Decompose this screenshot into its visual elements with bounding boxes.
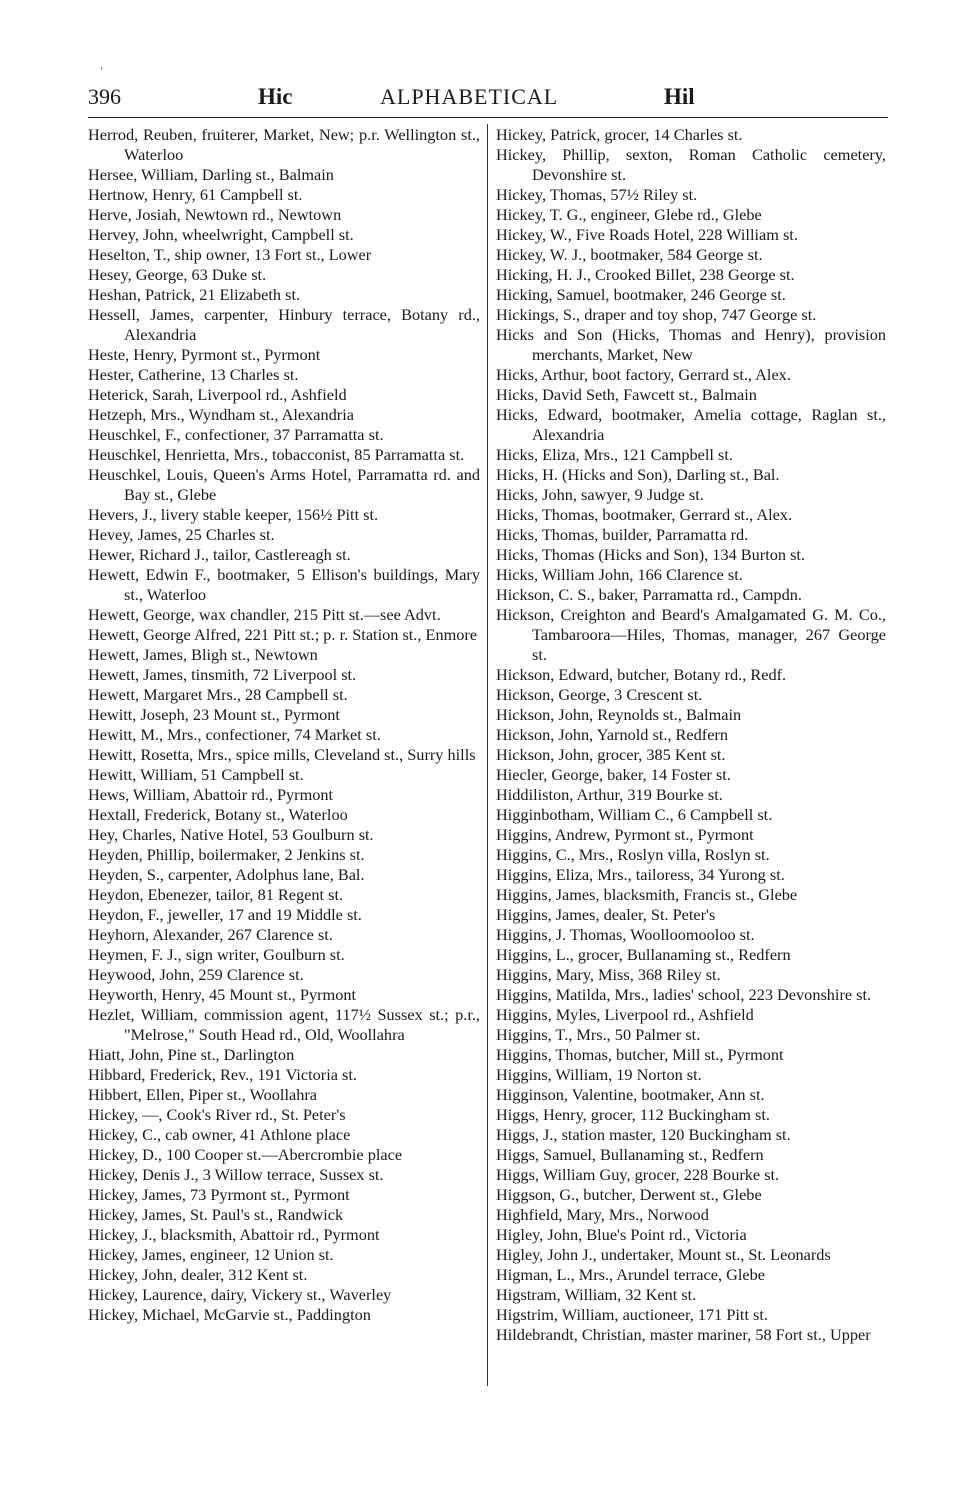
column-divider: [487, 124, 488, 1386]
directory-entry: Highfield, Mary, Mrs., Norwood: [496, 1205, 709, 1224]
directory-entry: Hester, Catherine, 13 Charles st.: [88, 365, 299, 384]
directory-entry: Hickson, Creighton and Beard's Amalgamated G. M. Co., Tambaroora—Hiles, Thomas, manager, 267 George st.: [496, 605, 886, 664]
directory-entry: Heyworth, Henry, 45 Mount st., Pyrmont: [88, 985, 357, 1004]
directory-entry: Hevers, J., livery stable keeper, 156½ Pitt st.: [88, 505, 379, 524]
directory-entry: Hickey, Denis J., 3 Willow terrace, Sussex st.: [88, 1165, 384, 1184]
directory-entry: Hickey, John, dealer, 312 Kent st.: [88, 1265, 308, 1284]
directory-entry: Higgins, L., grocer, Bullanaming st., Redfern: [496, 945, 791, 964]
directory-entry: Hickey, Phillip, sexton, Roman Catholic cemetery, Devonshire st.: [496, 145, 886, 184]
directory-entry: Higgins, William, 19 Norton st.: [496, 1065, 702, 1084]
directory-entry: Hewitt, M., Mrs., confectioner, 74 Market st.: [88, 725, 381, 744]
directory-entry: Heyden, S., carpenter, Adolphus lane, Bal.: [88, 865, 365, 884]
directory-entry: Herve, Josiah, Newtown rd., Newtown: [88, 205, 342, 224]
directory-entry: Higgs, J., station master, 120 Buckingham st.: [496, 1125, 791, 1144]
directory-entry: Heterick, Sarah, Liverpool rd., Ashfield: [88, 385, 347, 404]
directory-entry: Higgins, James, dealer, St. Peter's: [496, 905, 716, 924]
directory-entry: Higgins, Matilda, Mrs., ladies' school, 223 Devonshire st.: [496, 985, 872, 1004]
directory-entry: Heydon, Ebenezer, tailor, 81 Regent st.: [88, 885, 344, 904]
left-column: [88, 125, 480, 1325]
directory-entry: Hiecler, George, baker, 14 Foster st.: [496, 765, 731, 784]
directory-entry: Hicks, Eliza, Mrs., 121 Campbell st.: [496, 445, 733, 464]
directory-entry: Hetzeph, Mrs., Wyndham st., Alexandria: [88, 405, 354, 424]
directory-entry: Hewer, Richard J., tailor, Castlereagh st.: [88, 545, 351, 564]
directory-entry: Higgson, G., butcher, Derwent st., Glebe: [496, 1185, 762, 1204]
page-header: [88, 84, 888, 114]
directory-entry: Heshan, Patrick, 21 Elizabeth st.: [88, 285, 301, 304]
directory-entry: Hickey, J., blacksmith, Abattoir rd., Pyrmont: [88, 1225, 380, 1244]
directory-entry: Higgs, Henry, grocer, 112 Buckingham st.: [496, 1105, 770, 1124]
directory-entry: Hickey, C., cab owner, 41 Athlone place: [88, 1125, 351, 1144]
right-column: [496, 125, 886, 1345]
directory-entry: Higley, John, Blue's Point rd., Victoria: [496, 1225, 747, 1244]
directory-entry: Hickey, W., Five Roads Hotel, 228 William st.: [496, 225, 798, 244]
directory-entry: Hickson, John, Reynolds st., Balmain: [496, 705, 742, 724]
directory-entry: Heywood, John, 259 Clarence st.: [88, 965, 304, 984]
directory-entry: Hezlet, William, commission agent, 117½ Sussex st.; p.r., "Melrose," South Head rd., Old, Woollahra: [88, 1005, 480, 1044]
directory-entry: Hesey, George, 63 Duke st.: [88, 265, 267, 284]
directory-entry: Hicks and Son (Hicks, Thomas and Henry), provision merchants, Market, New: [496, 325, 886, 364]
directory-entry: Hicks, John, sawyer, 9 Judge st.: [496, 485, 704, 504]
directory-entry: Hicks, David Seth, Fawcett st., Balmain: [496, 385, 757, 404]
directory-entry: Higman, L., Mrs., Arundel terrace, Glebe: [496, 1265, 766, 1284]
directory-entry: Hickson, John, grocer, 385 Kent st.: [496, 745, 726, 764]
directory-entry: Hewett, James, tinsmith, 72 Liverpool st.: [88, 665, 357, 684]
directory-entry: Hickey, T. G., engineer, Glebe rd., Glebe: [496, 205, 762, 224]
directory-entry: Hewitt, Joseph, 23 Mount st., Pyrmont: [88, 705, 340, 724]
directory-entry: Hickey, W. J., bootmaker, 584 George st.: [496, 245, 763, 264]
directory-entry: Hickson, C. S., baker, Parramatta rd., Campdn.: [496, 585, 802, 604]
directory-entry: Hicks, Thomas, bootmaker, Gerrard st., Alex.: [496, 505, 793, 524]
directory-entry: Hicks, Thomas (Hicks and Son), 134 Burton st.: [496, 545, 806, 564]
header-rule: [88, 117, 888, 118]
directory-entry: Hewitt, Rosetta, Mrs., spice mills, Cleveland st., Surry hills: [88, 745, 476, 764]
directory-entry: Hickey, Thomas, 57½ Riley st.: [496, 185, 698, 204]
directory-entry: Hersee, William, Darling st., Balmain: [88, 165, 334, 184]
directory-entry: Higgins, J. Thomas, Woolloomooloo st.: [496, 925, 755, 944]
directory-entry: Hiddiliston, Arthur, 319 Bourke st.: [496, 785, 723, 804]
directory-entry: Hickson, George, 3 Crescent st.: [496, 685, 703, 704]
directory-entry: Heuschkel, Louis, Queen's Arms Hotel, Parramatta rd. and Bay st., Glebe: [88, 465, 480, 504]
directory-entry: Heyden, Phillip, boilermaker, 2 Jenkins st.: [88, 845, 365, 864]
margin-mark: ‘: [100, 66, 104, 77]
directory-entry: Higginbotham, William C., 6 Campbell st.: [496, 805, 773, 824]
directory-entry: Hervey, John, wheelwright, Campbell st.: [88, 225, 354, 244]
directory-entry: Herrod, Reuben, fruiterer, Market, New; p.r. Wellington st., Waterloo: [88, 125, 480, 164]
directory-entry: Heyhorn, Alexander, 267 Clarence st.: [88, 925, 333, 944]
directory-entry: Hews, William, Abattoir rd., Pyrmont: [88, 785, 334, 804]
directory-entry: Higgins, C., Mrs., Roslyn villa, Roslyn st.: [496, 845, 770, 864]
directory-entry: Hickey, Patrick, grocer, 14 Charles st.: [496, 125, 743, 144]
directory-entry: Hickson, John, Yarnold st., Redfern: [496, 725, 728, 744]
directory-entry: Higgins, Andrew, Pyrmont st., Pyrmont: [496, 825, 754, 844]
directory-entry: Hey, Charles, Native Hotel, 53 Goulburn st.: [88, 825, 374, 844]
directory-entry: Higgs, Samuel, Bullanaming st., Redfern: [496, 1145, 764, 1164]
directory-entry: Higginson, Valentine, bootmaker, Ann st.: [496, 1085, 765, 1104]
directory-entry: Hicking, Samuel, bootmaker, 246 George st.: [496, 285, 786, 304]
directory-entry: Hibbert, Ellen, Piper st., Woollahra: [88, 1085, 317, 1104]
directory-entry: Hicks, Arthur, boot factory, Gerrard st., Alex.: [496, 365, 791, 384]
directory-entry: Hewett, Margaret Mrs., 28 Campbell st.: [88, 685, 348, 704]
directory-entry: Hickey, D., 100 Cooper st.—Abercrombie place: [88, 1145, 403, 1164]
directory-entry: Hickson, Edward, butcher, Botany rd., Redf.: [496, 665, 787, 684]
directory-entry: Higstrim, William, auctioneer, 171 Pitt st.: [496, 1305, 768, 1324]
directory-entry: Higgins, Myles, Liverpool rd., Ashfield: [496, 1005, 754, 1024]
directory-entry: Higgins, James, blacksmith, Francis st., Glebe: [496, 885, 798, 904]
directory-entry: Higgins, Thomas, butcher, Mill st., Pyrmont: [496, 1045, 784, 1064]
directory-entry: Hicks, William John, 166 Clarence st.: [496, 565, 743, 584]
directory-entry: Hickings, S., draper and toy shop, 747 George st.: [496, 305, 817, 324]
directory-entry: Hevey, James, 25 Charles st.: [88, 525, 275, 544]
directory-entry: Heselton, T., ship owner, 13 Fort st., Lower: [88, 245, 372, 264]
directory-entry: Heydon, F., jeweller, 17 and 19 Middle st.: [88, 905, 362, 924]
directory-entry: Hicks, Edward, bootmaker, Amelia cottage, Raglan st., Alexandria: [496, 405, 886, 444]
directory-entry: Hessell, James, carpenter, Hinbury terrace, Botany rd., Alexandria: [88, 305, 480, 344]
directory-entry: Heuschkel, F., confectioner, 37 Parramatta st.: [88, 425, 384, 444]
directory-entry: Hicking, H. J., Crooked Billet, 238 George st.: [496, 265, 795, 284]
directory-entry: Higley, John J., undertaker, Mount st., St. Leonards: [496, 1245, 831, 1264]
directory-entry: Hextall, Frederick, Botany st., Waterloo: [88, 805, 348, 824]
directory-entry: Hicks, Thomas, builder, Parramatta rd.: [496, 525, 749, 544]
directory-entry: Hewett, Edwin F., bootmaker, 5 Ellison's buildings, Mary st., Waterloo: [88, 565, 480, 604]
directory-entry: Higgins, Mary, Miss, 368 Riley st.: [496, 965, 721, 984]
directory-entry: Hickey, Laurence, dairy, Vickery st., Waverley: [88, 1285, 392, 1304]
directory-entry: Hiatt, John, Pine st., Darlington: [88, 1045, 295, 1064]
directory-entry: Hickey, Michael, McGarvie st., Paddington: [88, 1305, 371, 1324]
directory-entry: Hewett, James, Bligh st., Newtown: [88, 645, 318, 664]
page-number: 396: [88, 84, 121, 109]
directory-entry: Hewett, George Alfred, 221 Pitt st.; p. r. Station st., Enmore: [88, 625, 478, 644]
directory-entry: Higgins, Eliza, Mrs., tailoress, 34 Yurong st.: [496, 865, 785, 884]
directory-entry: Hickey, James, engineer, 12 Union st.: [88, 1245, 334, 1264]
directory-entry: Hicks, H. (Hicks and Son), Darling st., Bal.: [496, 465, 780, 484]
directory-entry: Higgs, William Guy, grocer, 228 Bourke st.: [496, 1165, 780, 1184]
directory-entry: Higgins, T., Mrs., 50 Palmer st.: [496, 1025, 701, 1044]
directory-entry: Heste, Henry, Pyrmont st., Pyrmont: [88, 345, 321, 364]
directory-entry: Heuschkel, Henrietta, Mrs., tobacconist, 85 Parramatta st.: [88, 445, 465, 464]
header-key-left: Hic: [258, 84, 293, 109]
directory-entry: Hewitt, William, 51 Campbell st.: [88, 765, 304, 784]
directory-entry: Higstram, William, 32 Kent st.: [496, 1285, 697, 1304]
directory-entry: Hickey, James, St. Paul's st., Randwick: [88, 1205, 344, 1224]
directory-entry: Hertnow, Henry, 61 Campbell st.: [88, 185, 303, 204]
directory-entry: Hildebrandt, Christian, master mariner, 58 Fort st., Upper: [496, 1325, 871, 1344]
header-title: ALPHABETICAL: [380, 84, 559, 109]
header-key-right: Hil: [664, 84, 695, 109]
directory-entry: Hickey, James, 73 Pyrmont st., Pyrmont: [88, 1185, 350, 1204]
directory-entry: Heymen, F. J., sign writer, Goulburn st.: [88, 945, 345, 964]
directory-entry: Hibbard, Frederick, Rev., 191 Victoria st.: [88, 1065, 357, 1084]
directory-entry: Hewett, George, wax chandler, 215 Pitt st.—see Advt.: [88, 605, 441, 624]
directory-entry: Hickey, —, Cook's River rd., St. Peter's: [88, 1105, 346, 1124]
